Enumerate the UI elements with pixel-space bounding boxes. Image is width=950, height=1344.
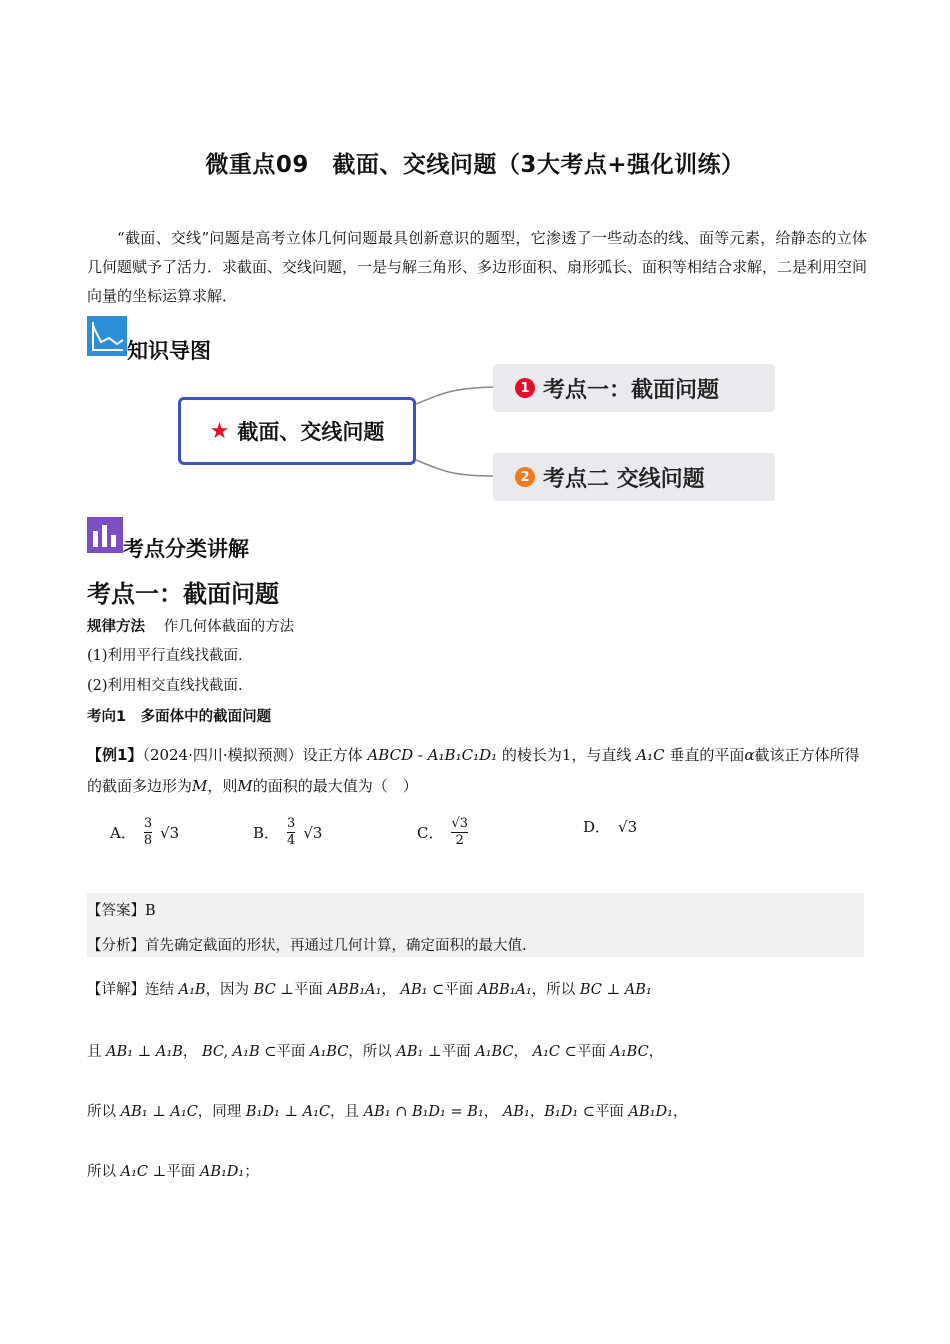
option-a-fraction	[144, 816, 152, 849]
detail-r3-c: ，同理	[197, 1104, 242, 1120]
detail-r1-b: A₁B	[178, 982, 206, 998]
mindmap-node-2-label: 考点二 交线问题	[543, 466, 705, 492]
detail-r2-f: A₁BC	[309, 1044, 349, 1060]
detail-r3-h: AB₁，B₁D₁ ⊂	[502, 1104, 595, 1120]
detail-r4-d: AB₁D₁	[199, 1164, 245, 1180]
detail-r2-g: ，所以	[348, 1044, 392, 1060]
detail-r2-n: A₁BC	[610, 1044, 649, 1060]
option-d-label: D．	[583, 818, 611, 836]
detail-r4-c: 平面	[166, 1164, 196, 1180]
detail-row-4	[87, 1160, 877, 1181]
option-b-numerator: 3	[287, 816, 296, 831]
detail-r1-f: ABB₁A₁	[327, 982, 382, 998]
option-a[interactable]	[110, 816, 179, 849]
detail-label: 【详解】	[87, 982, 145, 998]
answer-label: 【答案】	[87, 903, 145, 919]
mindmap-connectors	[0, 0, 950, 520]
example-1	[87, 740, 867, 802]
detail-r3-g: ，	[483, 1104, 499, 1120]
detail-r1-a: 连结	[145, 982, 174, 998]
detail-r3-i: 平面	[594, 1104, 624, 1120]
detail-r2-b: AB₁ ⊥ A₁B	[106, 1044, 183, 1060]
answer-value: B	[145, 903, 156, 919]
detail-r4-e: ；	[244, 1164, 259, 1180]
detail-r2-k: ，	[513, 1044, 529, 1060]
detail-r2-l: A₁C ⊂	[532, 1044, 577, 1060]
example-text-f: 的面积的最大值为（ ）	[252, 777, 418, 795]
detail-r1-d: BC ⊥	[253, 982, 294, 998]
detail-r1-h: AB₁ ⊂	[400, 982, 445, 998]
line-a1c: A₁C	[636, 746, 665, 764]
detail-r3-a: 所以	[87, 1104, 116, 1120]
detail-r1-g: ，	[381, 982, 396, 998]
example-text-b: 的棱长为1，与直线	[501, 746, 632, 764]
detail-r3-k: ，	[672, 1104, 688, 1120]
detail-r1-e: 平面	[293, 982, 323, 998]
detail-r3-e: ，且	[330, 1104, 360, 1120]
detail-r1-c: ，因为	[205, 982, 250, 998]
detail-r3-d: B₁D₁ ⊥ A₁C	[245, 1104, 331, 1120]
answer-line	[87, 899, 156, 920]
option-d[interactable]	[583, 816, 637, 837]
detail-r2-d: BC, A₁B ⊂	[201, 1044, 277, 1060]
alpha-symbol: α	[744, 746, 755, 764]
detail-r2-j: A₁BC	[475, 1044, 514, 1060]
direction-heading: 考向1 多面体中的截面问题	[87, 709, 272, 725]
mindmap-node-1	[493, 364, 775, 412]
detail-r4-a: 所以	[87, 1164, 116, 1180]
m-symbol-2: M	[237, 777, 253, 795]
detail-r3-f: AB₁ ∩ B₁D₁ = B₁	[363, 1104, 484, 1120]
detail-r2-i: 平面	[441, 1044, 471, 1060]
option-d-value: √3	[618, 817, 638, 836]
option-a-numerator: 3	[143, 816, 153, 831]
option-a-denominator: 8	[143, 833, 153, 848]
option-b-denominator: 4	[287, 833, 296, 848]
option-a-radical: √3	[160, 823, 180, 842]
mindmap-node-2	[493, 453, 775, 501]
example-text-a: 设正方体	[302, 746, 363, 764]
detail-row-2	[87, 1040, 877, 1061]
detail-r4-b: A₁C ⊥	[120, 1164, 167, 1180]
option-b[interactable]	[253, 816, 322, 849]
example-source: （2024·四川·模拟预测）	[142, 746, 303, 764]
kaodian-1-title: 考点一：截面问题	[87, 580, 279, 608]
option-c-numerator: √3	[451, 816, 469, 831]
detail-row-3	[87, 1100, 877, 1121]
detail-row-1	[87, 978, 877, 999]
detail-r2-m: 平面	[576, 1044, 606, 1060]
method-text: 作几何体截面的方法	[163, 619, 295, 635]
detail-r1-j: ABB₁A₁	[477, 982, 532, 998]
option-c-fraction	[451, 816, 468, 849]
m-symbol: M	[192, 777, 208, 795]
detail-r1-i: 平面	[444, 982, 474, 998]
page-title: 微重点09 截面、交线问题（3大考点+强化训练）	[205, 152, 745, 178]
analysis-line	[87, 934, 527, 955]
detail-r2-c: ，	[182, 1044, 198, 1060]
star-icon: ★	[209, 418, 230, 444]
method-line	[87, 615, 294, 636]
detail-r2-a: 且	[87, 1044, 102, 1060]
number-1-icon: 1	[515, 378, 535, 398]
example-tag: 【例1】	[87, 746, 143, 764]
section-classify: 考点分类讲解	[123, 537, 249, 561]
option-c-denominator: 2	[455, 833, 464, 848]
detail-r2-o: ，	[648, 1044, 664, 1060]
detail-r3-j: AB₁D₁	[628, 1104, 673, 1120]
option-c-label: C．	[417, 824, 444, 842]
intro-paragraph: “截面、交线”问题是高考立体几何问题最具创新意识的题型，它渗透了一些动态的线、面等元素，给静态的立体几何题赋予了活力．求截面、交线问题，一是与解三角形、多边形面积、扇形弧长、面积等相结合求解，二是利用空间向量的坐标运算求解．	[87, 229, 868, 305]
analysis-text: 首先确定截面的形状，再通过几何计算，确定面积的最大值.	[145, 938, 527, 954]
mindmap-center-node	[178, 397, 416, 465]
detail-r3-b: AB₁ ⊥ A₁C	[120, 1104, 198, 1120]
option-b-fraction	[287, 816, 295, 849]
analysis-label: 【分析】	[87, 938, 145, 954]
detail-r1-k: ，所以	[531, 982, 576, 998]
bar-chart-icon	[87, 517, 123, 553]
section-knowledge-map: 知识导图	[127, 339, 211, 363]
option-b-radical: √3	[303, 823, 323, 842]
example-text-d: 截该正方体所得的截面多边形为	[87, 746, 860, 795]
example-text-e: ，则	[207, 777, 238, 795]
option-a-label: A．	[110, 824, 136, 842]
mindmap-center-label: 截面、交线问题	[237, 420, 385, 444]
option-b-label: B．	[253, 824, 280, 842]
detail-r2-e: 平面	[276, 1044, 306, 1060]
number-2-icon: 2	[515, 467, 535, 487]
example-text-c: 垂直的平面	[669, 746, 745, 764]
method-item-2: (2)利用相交直线找截面.	[87, 678, 243, 694]
cube-name: ABCD - A₁B₁C₁D₁	[367, 746, 498, 764]
option-c[interactable]	[417, 816, 468, 849]
mindmap-node-1-label: 考点一：截面问题	[543, 377, 720, 403]
detail-r2-h: AB₁ ⊥	[396, 1044, 442, 1060]
detail-r1-l: BC ⊥ AB₁	[579, 982, 652, 998]
method-label: 规律方法	[87, 619, 145, 635]
method-item-1: (1)利用平行直线找截面.	[87, 648, 243, 664]
